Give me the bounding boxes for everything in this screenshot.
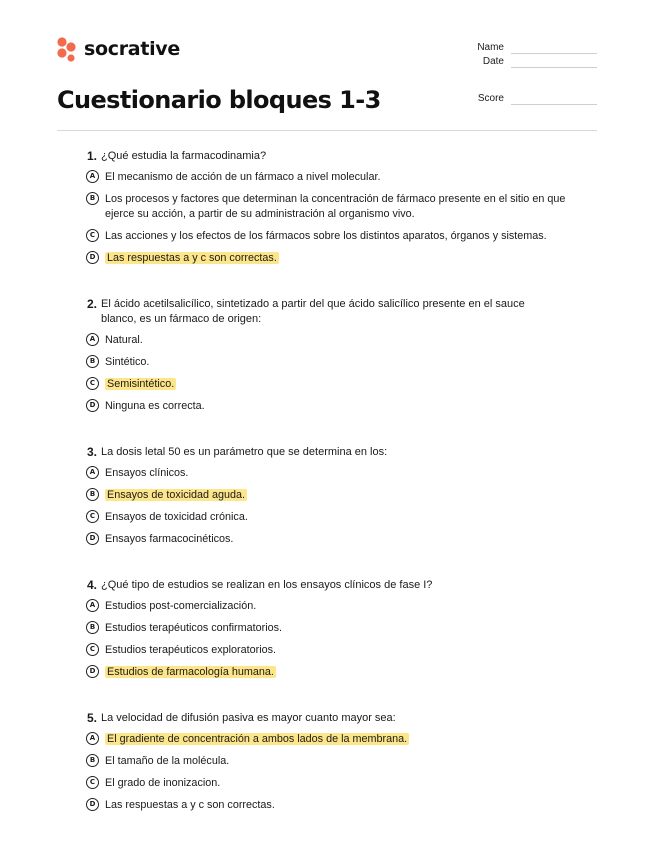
option-text-correct bbox=[105, 488, 575, 503]
answer-option[interactable] bbox=[86, 754, 586, 769]
option-text bbox=[105, 532, 575, 547]
option-text bbox=[105, 170, 575, 185]
question-header bbox=[67, 149, 586, 164]
option-letter-badge: C bbox=[86, 776, 99, 789]
option-text bbox=[105, 754, 575, 769]
option-letter-badge: D bbox=[86, 251, 99, 264]
header-divider bbox=[57, 130, 597, 131]
option-label: Sintético. bbox=[105, 356, 150, 368]
option-letter-badge: C bbox=[86, 377, 99, 390]
option-letter-badge: A bbox=[86, 466, 99, 479]
option-text bbox=[105, 229, 575, 244]
option-letter-badge: A bbox=[86, 732, 99, 745]
question-number: 3. bbox=[86, 445, 97, 459]
question bbox=[86, 445, 586, 547]
answer-option[interactable] bbox=[86, 466, 586, 481]
option-letter-badge: A bbox=[86, 599, 99, 612]
logo bbox=[57, 36, 180, 62]
answer-option[interactable] bbox=[86, 229, 586, 244]
question bbox=[86, 297, 586, 414]
score-field[interactable] bbox=[467, 93, 597, 107]
option-text bbox=[105, 643, 575, 658]
option-text bbox=[105, 355, 575, 370]
option-letter-badge: C bbox=[86, 510, 99, 523]
question-text: La velocidad de difusión pasiva es mayor cuanto mayor sea: bbox=[101, 712, 396, 724]
option-letter-badge: B bbox=[86, 754, 99, 767]
option-text-correct bbox=[105, 377, 575, 392]
answer-option[interactable] bbox=[86, 488, 586, 503]
answer-option[interactable] bbox=[86, 192, 586, 222]
option-text-correct bbox=[105, 732, 575, 747]
option-list bbox=[86, 732, 586, 813]
answer-option[interactable] bbox=[86, 399, 586, 414]
socrative-logo-icon bbox=[57, 36, 79, 62]
option-text bbox=[105, 621, 575, 636]
option-label: Las respuestas a y c son correctas. bbox=[107, 252, 277, 264]
option-list bbox=[86, 333, 586, 414]
answer-option[interactable] bbox=[86, 251, 586, 266]
answer-option[interactable] bbox=[86, 532, 586, 547]
option-text-correct bbox=[105, 251, 575, 266]
option-letter-badge: D bbox=[86, 532, 99, 545]
option-label: Los procesos y factores que determinan la concentración de fármaco presente en el sitio en que ejerce su acción, a partir de su administración al organismo vivo. bbox=[105, 193, 566, 220]
option-text bbox=[105, 466, 575, 481]
question-text: ¿Qué tipo de estudios se realizan en los ensayos clínicos de fase I? bbox=[101, 579, 433, 591]
score-label: Score bbox=[477, 93, 504, 104]
question-list bbox=[86, 149, 586, 844]
question-number: 4. bbox=[86, 578, 97, 592]
option-label: Ensayos clínicos. bbox=[105, 467, 189, 479]
question-text: ¿Qué estudia la farmacodinamia? bbox=[101, 150, 267, 162]
question-number: 2. bbox=[86, 297, 97, 311]
option-letter-badge: D bbox=[86, 399, 99, 412]
option-text-correct bbox=[105, 665, 575, 680]
question-number: 1. bbox=[86, 149, 97, 163]
option-text bbox=[105, 599, 575, 614]
option-label: Semisintético. bbox=[107, 378, 175, 390]
option-list bbox=[86, 599, 586, 680]
name-line[interactable] bbox=[511, 53, 597, 54]
option-letter-badge: C bbox=[86, 643, 99, 656]
answer-option[interactable] bbox=[86, 643, 586, 658]
option-label: Natural. bbox=[105, 334, 143, 346]
score-line[interactable] bbox=[511, 104, 597, 105]
option-letter-badge: C bbox=[86, 229, 99, 242]
answer-option[interactable] bbox=[86, 599, 586, 614]
option-list bbox=[86, 170, 586, 266]
name-field[interactable] bbox=[467, 42, 597, 56]
student-fields bbox=[467, 42, 597, 70]
date-field[interactable] bbox=[467, 56, 597, 70]
option-label: El gradiente de concentración a ambos lados de la membrana. bbox=[107, 733, 408, 745]
answer-option[interactable] bbox=[86, 377, 586, 392]
question-header bbox=[67, 711, 586, 726]
question-number: 5. bbox=[86, 711, 97, 725]
option-text bbox=[105, 399, 575, 414]
answer-option[interactable] bbox=[86, 665, 586, 680]
answer-option[interactable] bbox=[86, 355, 586, 370]
option-list bbox=[86, 466, 586, 547]
answer-option[interactable] bbox=[86, 798, 586, 813]
name-label: Name bbox=[477, 42, 504, 53]
option-letter-badge: B bbox=[86, 192, 99, 205]
date-label: Date bbox=[482, 56, 504, 67]
option-label: Estudios terapéuticos exploratorios. bbox=[105, 644, 277, 656]
option-text bbox=[105, 192, 575, 222]
answer-option[interactable] bbox=[86, 732, 586, 747]
option-label: Ninguna es correcta. bbox=[105, 400, 205, 412]
option-letter-badge: D bbox=[86, 665, 99, 678]
option-letter-badge: A bbox=[86, 333, 99, 346]
option-label: Ensayos farmacocinéticos. bbox=[105, 533, 234, 545]
option-label: Ensayos de toxicidad crónica. bbox=[105, 511, 248, 523]
option-letter-badge: D bbox=[86, 798, 99, 811]
brand-name: socrative bbox=[84, 38, 180, 60]
option-text bbox=[105, 510, 575, 525]
option-label: Ensayos de toxicidad aguda. bbox=[107, 489, 246, 501]
option-label: El tamaño de la molécula. bbox=[105, 755, 230, 767]
date-line[interactable] bbox=[511, 67, 597, 68]
option-text bbox=[105, 776, 575, 791]
option-letter-badge: A bbox=[86, 170, 99, 183]
option-label: Estudios de farmacología humana. bbox=[107, 666, 274, 678]
option-label: Las respuestas a y c son correctas. bbox=[105, 799, 275, 811]
option-letter-badge: B bbox=[86, 621, 99, 634]
answer-option[interactable] bbox=[86, 333, 586, 348]
option-label: Las acciones y los efectos de los fármacos sobre los distintos aparatos, órganos y sistemas. bbox=[105, 230, 547, 242]
option-letter-badge: B bbox=[86, 488, 99, 501]
option-text bbox=[105, 333, 575, 348]
question bbox=[86, 149, 586, 266]
question-header bbox=[67, 297, 586, 327]
question-header bbox=[67, 445, 586, 460]
page-title: Cuestionario bloques 1-3 bbox=[57, 86, 381, 114]
option-label: El mecanismo de acción de un fármaco a nivel molecular. bbox=[105, 171, 381, 183]
answer-option[interactable] bbox=[86, 621, 586, 636]
question bbox=[86, 578, 586, 680]
question-text: La dosis letal 50 es un parámetro que se determina en los: bbox=[101, 446, 388, 458]
answer-option[interactable] bbox=[86, 170, 586, 185]
option-label: Estudios terapéuticos confirmatorios. bbox=[105, 622, 283, 634]
option-text bbox=[105, 798, 575, 813]
question bbox=[86, 711, 586, 813]
option-label: El grado de inonizacion. bbox=[105, 777, 221, 789]
option-label: Estudios post-comercialización. bbox=[105, 600, 257, 612]
question-header bbox=[67, 578, 586, 593]
page-header bbox=[57, 36, 597, 131]
option-letter-badge: B bbox=[86, 355, 99, 368]
question-text: El ácido acetilsalicílico, sintetizado a partir del que ácido salicílico presente en el sauce blanco, es un fármaco de origen: bbox=[101, 298, 525, 325]
answer-option[interactable] bbox=[86, 776, 586, 791]
answer-option[interactable] bbox=[86, 510, 586, 525]
